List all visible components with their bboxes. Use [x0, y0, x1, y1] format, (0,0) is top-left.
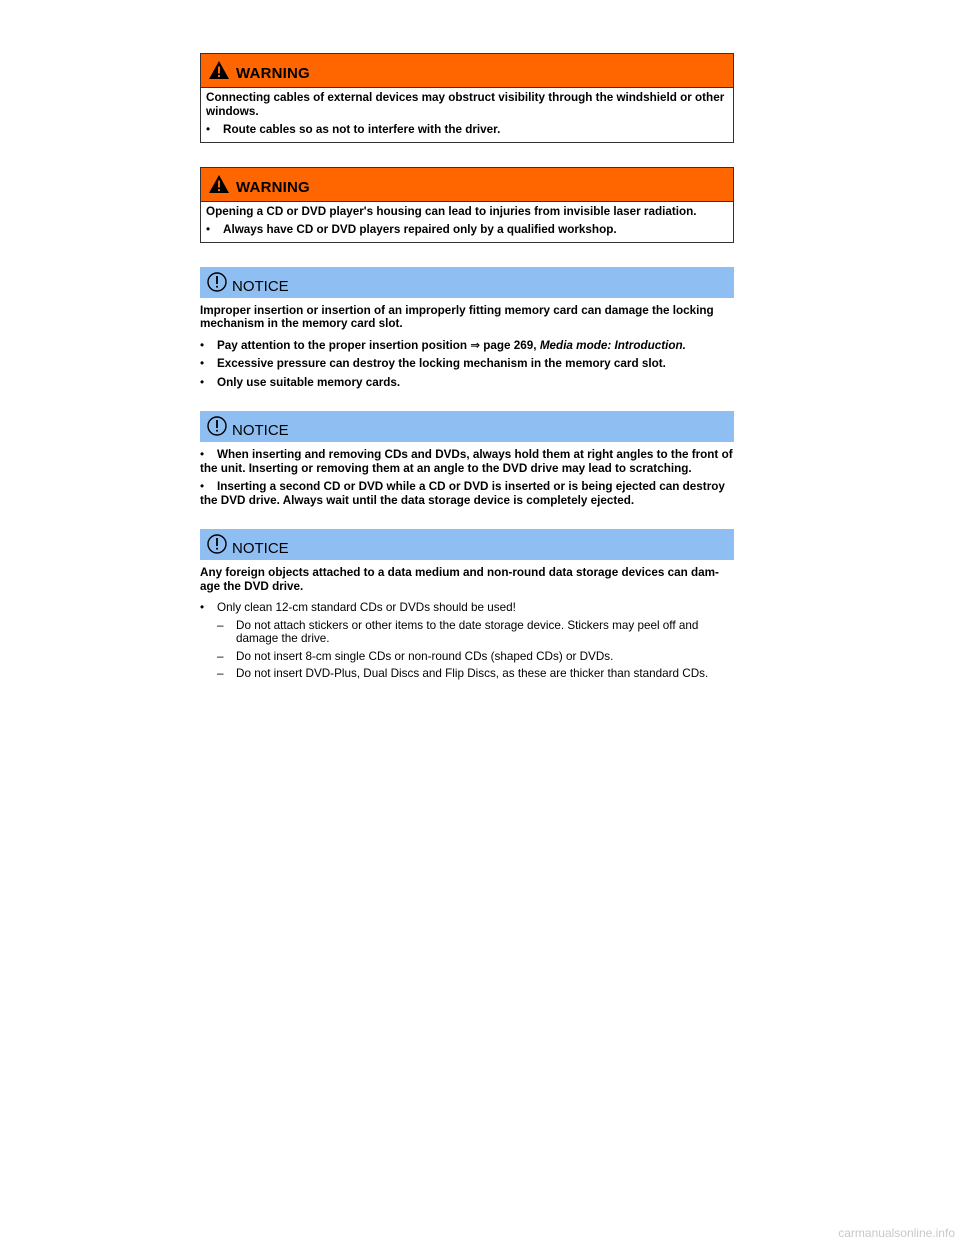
dash-glyph: –	[217, 618, 224, 632]
notice-title: NOTICE	[232, 277, 289, 295]
warning-header	[201, 54, 733, 88]
bullet-glyph: •	[206, 123, 211, 136]
notice-text: Any foreign objects attached to a data medium and non-round data storage devices can dam-age the DVD drive.	[200, 566, 719, 593]
bullet-glyph: •	[200, 448, 205, 461]
notice-box-memory-card	[200, 267, 734, 390]
warning-title: WARNING	[236, 65, 310, 82]
warning-text: Connecting cables of external devices may obstruct visibility through the windshield or other windows.	[206, 91, 725, 118]
warning-text: Opening a CD or DVD player's housing can lead to injuries from invisible laser radiation.	[206, 204, 697, 218]
dash-glyph: –	[217, 667, 224, 680]
bullet-glyph: •	[206, 223, 211, 236]
notice-header	[200, 529, 734, 560]
notice-bullet: Inserting a second CD or DVD while a CD or DVD is inserted or is being ejected can destroy the DVD drive. Always wait until the data storage device is completely ejected.	[200, 480, 725, 507]
notice-box-cd-insertion	[200, 411, 734, 507]
notice-sub-item: Do not attach stickers or other items to the date storage device. Stickers may peel off and damage the drive.	[236, 618, 699, 645]
notice-bullet: Excessive pressure can destroy the locking mechanism in the memory card slot.	[217, 357, 666, 370]
notice-exclamation-icon	[206, 415, 228, 437]
page-reference-link[interactable]: Media mode: Introduction.	[539, 338, 686, 352]
notice-bullet: When inserting and removing CDs and DVDs, always hold them at right angles to the front of the unit. Inserting or removing them at an angle to the DVD drive may lead to scratching.	[200, 448, 733, 475]
warning-box-cables	[200, 53, 734, 143]
warning-title: WARNING	[236, 178, 310, 196]
notice-exclamation-icon	[206, 271, 228, 293]
bullet-glyph: •	[200, 601, 205, 614]
notice-bullet: Only use suitable memory cards.	[217, 375, 401, 389]
warning-bullet: Always have CD or DVD players repaired only by a qualified workshop.	[223, 223, 617, 236]
bullet-glyph: •	[200, 375, 205, 389]
bullet-glyph: •	[200, 480, 205, 493]
notice-bullet: Pay attention to the proper insertion position ⇒ page 269,	[217, 338, 540, 352]
notice-exclamation-icon	[206, 533, 228, 555]
notice-box-foreign-objects	[200, 529, 734, 681]
notice-title: NOTICE	[232, 422, 289, 439]
watermark: carmanualsonline.info	[838, 1226, 955, 1240]
warning-box-laser	[200, 167, 734, 243]
notice-header	[200, 267, 734, 298]
dash-glyph: –	[217, 649, 224, 663]
warning-bullet: Route cables so as not to interfere with the driver.	[223, 123, 501, 136]
warning-triangle-icon	[208, 174, 230, 194]
bullet-glyph: •	[200, 338, 205, 352]
bullet-glyph: •	[200, 357, 205, 370]
notice-text: Improper insertion or insertion of an improperly fitting memory card can damage the locking mechanism in the memory card slot.	[200, 303, 714, 330]
notice-bullet: Only clean 12-cm standard CDs or DVDs should be used!	[217, 601, 516, 614]
warning-header	[201, 168, 733, 202]
notice-sub-item: Do not insert 8-cm single CDs or non-round CDs (shaped CDs) or DVDs.	[236, 649, 614, 663]
notice-sub-item: Do not insert DVD-Plus, Dual Discs and Flip Discs, as these are thicker than standard CDs.	[236, 667, 709, 680]
notice-header	[200, 411, 734, 442]
document-page	[200, 53, 734, 703]
notice-title: NOTICE	[232, 540, 289, 557]
warning-triangle-icon	[208, 60, 230, 80]
